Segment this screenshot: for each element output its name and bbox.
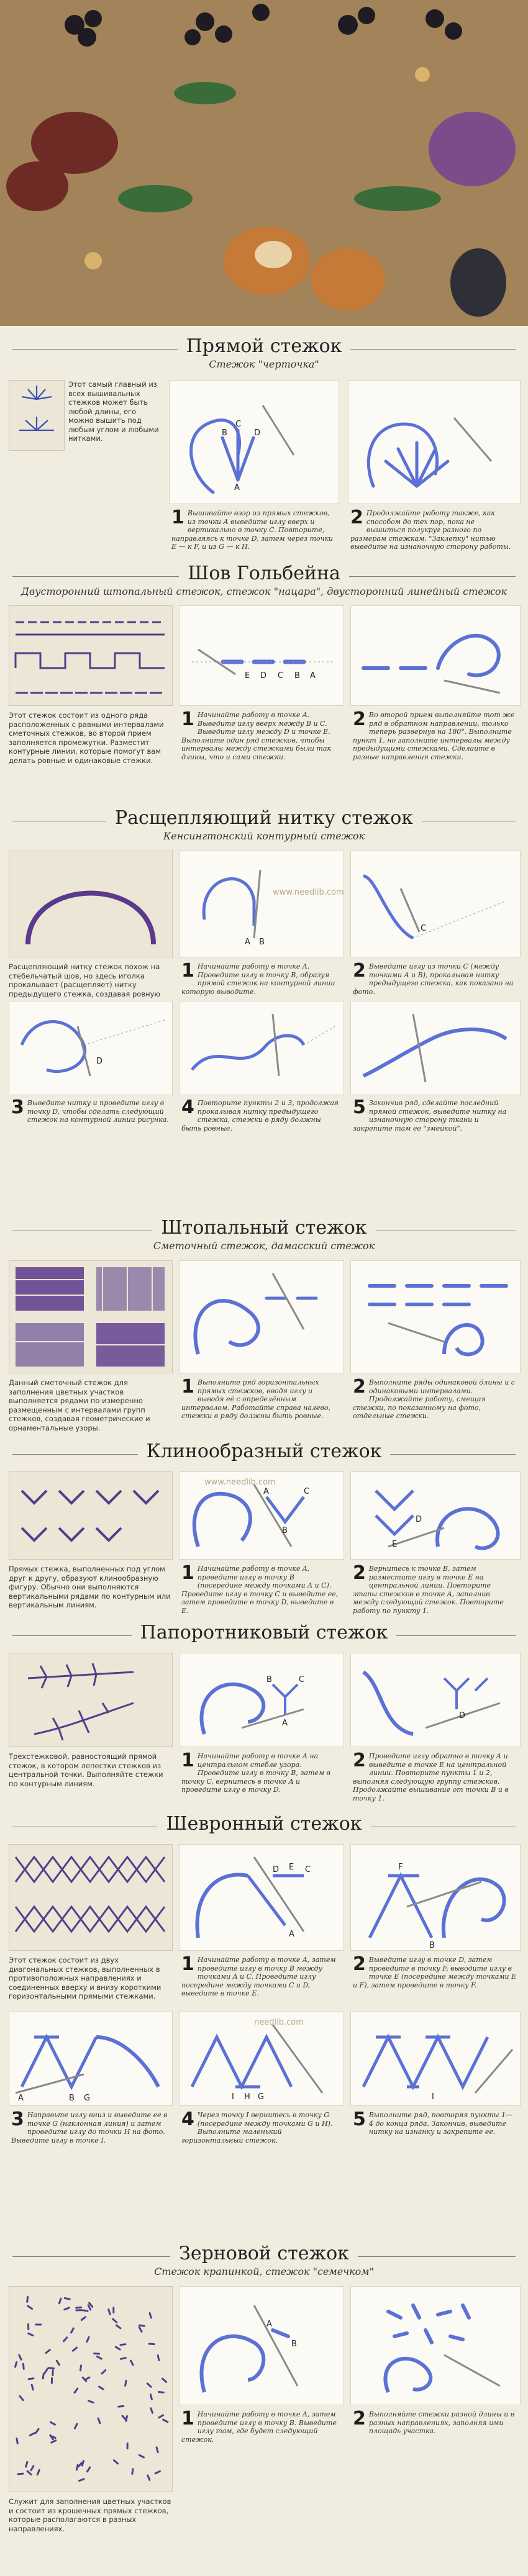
chevron-step4-icon [180, 2012, 344, 2105]
seed-stitch-step1-icon [180, 2287, 344, 2405]
point-label: E [289, 1863, 294, 1872]
split-stitch-step2-icon [351, 851, 520, 957]
seed-stitch-mark [132, 2469, 133, 2474]
point-label: C [421, 924, 427, 933]
step-number: 2 [353, 1376, 366, 1398]
fern-step1-icon [180, 1653, 344, 1747]
step-number: 2 [353, 2408, 366, 2429]
point-label: B [222, 428, 227, 438]
section-title: Расщепляющий нитку стежок [106, 807, 422, 829]
step-number: 1 [181, 1562, 194, 1584]
seed-stitch-mark [119, 2406, 124, 2407]
seed-stitch-mark [98, 2418, 100, 2423]
seed-stitch-mark [57, 2361, 59, 2365]
seed-stitch-mark [121, 2344, 125, 2345]
step-number: 2 [353, 960, 366, 982]
point-label: A [245, 938, 250, 947]
point-label: B [259, 938, 265, 947]
step-text-1: 1 Начинайте работу в точке A, затем проведите иглу в точку B между точками A и C. Проведите иглу посередине между точками C и D, выведите в точке E. [181, 1953, 336, 1997]
step-number: 3 [11, 1096, 24, 1118]
split-stitch-step3-icon [9, 1001, 172, 1095]
step-photo-2 [350, 1260, 521, 1373]
step-text-2: 2 Во второй прием выполняйте тот же ряд в обратном направлении, только теперь развернув на 180°. Выполните пункт 1, но заполните интервалы между предыдущими стежками. Сделайте в разные направления стежки. [353, 708, 515, 761]
point-label: B [429, 1941, 435, 1950]
point-label: G [84, 2094, 91, 2103]
seed-stitch-mark [19, 2355, 21, 2359]
step-number: 5 [353, 1096, 366, 1118]
chevron-step2-icon [351, 1845, 520, 1950]
step-text-4: 4 Повторите пункты 2 и 3, продолжая прокалывая нитку предыдущего стежка, стежки в ряду должны быть ровные. [181, 1096, 339, 1132]
split-stitch-step4-icon [180, 1001, 344, 1095]
section-title: Папоротниковый стежок [132, 1622, 397, 1643]
point-label: D [416, 1515, 422, 1524]
holbein-sample-icon [9, 606, 172, 705]
step-text-3: 3 Направьте иглу вниз и выведите ее в точке G (наклонная линия) и затем проведите иглу до точки H на фото. Выведите иглу в точке I. [11, 2108, 168, 2144]
fern-sample-icon [9, 1653, 172, 1747]
step-photo-2 [350, 1471, 521, 1560]
step-text-2: 2 Проведите иглу обратно в точку A и выведите в точке E на центральной линии. Повторите пункты 1 и 2, выполняя следующую группу стежков. Продолжайте вышивание от точки B и в точку 1. [353, 1750, 509, 1802]
seed-stitch-mark [52, 2441, 56, 2443]
seed-stitch-mark [20, 2396, 23, 2400]
point-label: D [459, 1711, 466, 1720]
seed-stitch-mark [16, 2362, 17, 2367]
seed-stitch-mark [80, 2366, 81, 2370]
section-description: Этот стежок состоит из двух диагональных стежков, выполненных в противоположных направлениях и соединенных вверху и внизу короткими горизонтальными прямыми стежками. [9, 1956, 162, 2000]
seed-stitch-mark [139, 2327, 142, 2331]
step-photo-2 [350, 605, 521, 706]
step-number: 2 [353, 1750, 366, 1771]
section-subtitle: Кенсингтонский контурный стежок [163, 830, 365, 842]
seed-stitch-mark [32, 2385, 33, 2390]
point-label: H [244, 2092, 250, 2102]
seed-stitch-sample-icon [9, 2287, 172, 2492]
step-text-2: 2 Вернитесь к точке B, затем разместите иглу в точке E на центральной линии. Повторите этапы стежков в точке A, заполнив между следующий стежок. Повторите работу по пункту 1. [353, 1562, 504, 1615]
point-label: A [263, 1487, 269, 1496]
seed-stitch-mark [151, 2408, 153, 2413]
step-photo-5 [350, 1001, 521, 1095]
point-label: A [310, 671, 316, 680]
seed-stitch-mark [81, 2317, 85, 2320]
step-number: 5 [353, 2108, 366, 2130]
step-text-2: 2 Выполняйте стежки разной длины и в разных направлениях, заполняя ими площадь участка. [353, 2408, 515, 2435]
seed-stitch-mark [159, 2415, 163, 2418]
point-label: F [398, 1863, 403, 1872]
stitch-sample-photo [9, 380, 65, 451]
step-text-4: 4 Через точку I вернитесь в точку G (посередине между точками G и H). Выполните маленький горизонтальный стежок. [181, 2108, 333, 2144]
step-number: 1 [181, 1750, 194, 1771]
seed-stitch-mark [139, 2455, 143, 2457]
point-label: C [235, 420, 242, 429]
point-label: D [96, 1057, 103, 1066]
point-label: A [234, 483, 240, 492]
step-text-1: 1 Начинайте работу в точке A, затем проведите иглу в точку B. Выведите иглу там, где будет следующий стежок. [181, 2408, 337, 2444]
seed-stitch-mark [49, 2368, 54, 2369]
stitch-sample-photo [9, 1471, 173, 1560]
holbein-step1-icon [180, 606, 344, 705]
chevron-step5-icon [351, 2012, 520, 2105]
seed-stitch-mark [46, 2350, 50, 2353]
stitch-sample-photo [9, 851, 173, 957]
darning-step2-icon [351, 1261, 520, 1373]
seed-stitch-mark [158, 2356, 159, 2361]
straight-stitch-step1-icon [170, 381, 339, 504]
step-text-3: 3 Выведите нитку и проведите иглу в точку D, чтобы сделать следующий стежок на контурной линии рисунка. [11, 1096, 169, 1124]
seed-stitch-mark [122, 2416, 125, 2420]
step-photo-1 [169, 380, 339, 504]
seed-stitch-mark [73, 2348, 76, 2351]
step-photo-1 [179, 1653, 344, 1747]
watermark: www.needlib.com [273, 888, 344, 897]
section-subtitle: Сметочный стежок, дамасский стежок [153, 1240, 375, 1252]
seed-stitch-mark [88, 2305, 91, 2310]
section-subtitle: Стежок крапинкой, стежок "семечком" [154, 2266, 374, 2277]
step-photo-1 [179, 1844, 344, 1951]
watermark: needlib.com [254, 2018, 304, 2027]
step-number: 4 [181, 2108, 194, 2130]
section-description: Этот стежок состоит из одного ряда расположенных с равными интервалами сметочных стежков, во второй прием заполняется промежутки. Разместит контурные линии, которые помогут вам делать ровные и одинаковые стежки. [9, 711, 164, 765]
seed-stitch-mark [97, 2356, 101, 2359]
seed-stitch-mark [83, 2377, 86, 2381]
seed-stitch-mark [65, 2308, 69, 2310]
seed-stitch-mark [87, 2467, 89, 2472]
step-text-1: 1 Начинайте работу в точке A. Выведите иглу вверх между B и C. Выведите иглу между D и точке E. Выполните один ряд стежков, чтобы интервалы между стежками были так длины, что и сами стежки. [181, 708, 331, 761]
step-text-1: 1 Выполните ряд горизонтальных прямых стежков, вводя иглу и выводя её с определённым интервалом. Работайте справа налево, стежки в ряду должны быть ровные. [181, 1376, 330, 1420]
step-number: 2 [353, 708, 366, 730]
point-label: E [392, 1540, 398, 1549]
step-text-5: 5 Выполните ряд, повторяя пункты 1—4 до конца ряда. Закончив, выведите нитку на изнанку и закрепите ее. [353, 2108, 513, 2136]
point-label: G [258, 2092, 265, 2102]
step-text-5: 5 Закончив ряд, сделайте последний прямой стежок, выведите нитку на изнаночную сторону ткани и закрепите там ее "змейкой". [353, 1096, 507, 1132]
step-photo-2 [350, 1653, 521, 1747]
stitch-sample-photo [9, 1844, 173, 1951]
stitch-sample-photo [9, 605, 173, 706]
step-number: 4 [181, 1096, 194, 1118]
section-description: Этот самый главный из всех вышивальных стежков может быть любой длины, его можно вышить под любым углом и любыми нитками. [68, 380, 159, 443]
step-number: 1 [181, 708, 194, 730]
seed-stitch-mark [157, 2447, 158, 2452]
point-label: E [245, 671, 250, 680]
section-description: Прямых стежка, выполненных под углом друг к другу, образуют клинообразную фигуру. Обычно они выполняются вертикальными рядами по контурным или вертикальным линиям. [9, 1565, 171, 1609]
seed-stitch-mark [63, 2338, 66, 2341]
seed-stitch-mark [163, 2420, 168, 2422]
seed-stitch-mark [89, 2401, 93, 2403]
seed-stitch-mark [116, 2325, 120, 2328]
wedge-sample-icon [9, 1472, 172, 1559]
step-photo-4 [179, 2012, 344, 2106]
darning-sample-icon [9, 1261, 172, 1373]
section-description: Трехстежковой, равностоящий прямой стежок, в котором лепестки стежков из центральной точки. Выполняйте стежки по контурным линиям. [9, 1752, 163, 1788]
chevron-step1-icon [180, 1845, 344, 1950]
step-photo-2 [350, 1844, 521, 1951]
seed-stitch-mark [45, 2369, 47, 2373]
step-text-1: 1 Начинайте работу в точке A. Проведите иглу в точку B, образуя прямой стежок на контурной линии которую выводите. [181, 960, 335, 996]
step-photo-1 [179, 1471, 344, 1560]
seed-stitch-mark [121, 2358, 126, 2359]
step-text-1: 1 Начинайте работу в точке A на центральном стебле узора. Проведите иглу в точку B, затем в точку C, вернитесь в точке A и проведите иглу в точку D. [181, 1750, 330, 1794]
split-stitch-step5-icon [351, 1001, 520, 1095]
straight-stitch-step2-icon [348, 381, 520, 504]
embroidered-flowers-photo-icon [0, 0, 528, 326]
step-number: 2 [350, 507, 363, 528]
step-photo-3 [9, 2012, 173, 2106]
darning-step1-icon [180, 1261, 344, 1373]
step-number: 3 [11, 2108, 24, 2130]
chevron-step3-icon [9, 2012, 172, 2105]
seed-stitch-mark [87, 2337, 89, 2341]
seed-stitch-mark [147, 2384, 151, 2387]
section-title: Шов Гольбейна [179, 563, 349, 584]
seed-stitch-mark [139, 2325, 144, 2326]
step-text-2: 2 Продолжайте работу также, как способом до тех пор, пока не вышиться полукруг разного по размерам стежкам. "Заклепку" нитью выведите на изнаночную сторону работы. [350, 507, 511, 551]
section-title: Прямой стежок [178, 335, 351, 357]
fern-step2-icon [351, 1653, 520, 1747]
wedge-step1-icon [180, 1472, 344, 1559]
step-number: 1 [171, 507, 184, 528]
seed-stitch-mark [113, 2319, 117, 2322]
point-label: C [299, 1675, 305, 1684]
seed-stitch-mark [59, 2298, 60, 2303]
point-label: D [254, 428, 261, 438]
seed-stitch-mark [150, 2395, 152, 2400]
step-text-1: 1 Начинайте работу в точке A, проведите иглу в точку B (посередине между точками A и C). Проведите иглу в точку C и выведите ее, затем проведите в точку D, выведите в E. [181, 1562, 339, 1615]
seed-stitch-mark [99, 2387, 103, 2389]
seed-stitch-mark [125, 2380, 126, 2385]
holbein-step2-icon [351, 606, 520, 705]
point-label: C [304, 1487, 310, 1496]
hero-photo [0, 0, 528, 326]
point-label: C [305, 1865, 311, 1874]
step-text-2: 2 Выведите иглу из точки C (между точками A и B), прокалывая нитку предыдущего стежка, как показано на фото. [353, 960, 514, 996]
seed-stitch-mark [76, 2465, 78, 2470]
point-label: I [432, 2092, 434, 2102]
split-stitch-step1-icon [180, 851, 344, 957]
step-text-1: 1 Вышивайте вээр из прямых стежков, из точки A выведите иглу вверх и вертикально в точку C. Повторите, направляясь к точке D, затем через точки E — к F, и из G — к H. [171, 507, 334, 551]
seed-stitch-mark [80, 2479, 84, 2481]
straight-stitch-sample-icon [9, 381, 64, 450]
step-photo-2 [350, 2286, 521, 2405]
step-photo-1 [179, 2286, 344, 2405]
section-description: Расщепляющий нитку стежок похож на стебельчатый шов, но здесь иголка прокалывает (расщепляет) нитку предыдущего стежка, создавая ровную [9, 962, 161, 998]
point-label: I [232, 2092, 234, 2102]
seed-stitch-mark [31, 2466, 34, 2470]
stitch-sample-photo [9, 1653, 173, 1747]
point-label: A [282, 1719, 288, 1728]
step-number: 2 [353, 1562, 366, 1584]
seed-stitch-mark [75, 2424, 77, 2428]
step-number: 1 [181, 2408, 194, 2429]
section-description: Данный сметочный стежок для заполнения цветных участков выполняется рядами по измеренно размещенным с интервалами групп стежков, создавая геометрические и орнаментальные узоры. [9, 1378, 150, 1432]
section-subtitle: Стежок "черточка" [209, 358, 319, 370]
section-title: Зерновой стежок [170, 2243, 358, 2264]
step-photo-1 [179, 851, 344, 957]
seed-stitch-mark [163, 2379, 166, 2382]
section-subtitle: Двусторонний штопальный стежок, стежок "нацаpa", двусторонний линейный стежок [20, 585, 508, 597]
step-photo-3 [9, 1001, 173, 1095]
seed-stitch-mark [148, 2475, 150, 2480]
section-description: Служит для заполнения цветных участков и состоит из крошечных прямых стежков, которые располагаются в разных направлениях. [9, 2497, 171, 2533]
seed-stitch-mark [35, 2429, 39, 2433]
point-label: D [260, 671, 267, 680]
point-label: A [266, 2320, 272, 2329]
point-label: B [294, 671, 300, 680]
seed-stitch-mark [75, 2388, 78, 2392]
step-text-2: 2 Выполните ряды одинаковой длины и с одинаковыми интервалами. Продолжайте работу, смещая стежки, по показанному на фото, отдельные стежки. [353, 1376, 515, 1420]
stitch-sample-photo [9, 2286, 173, 2492]
seed-stitch-mark [28, 2306, 32, 2308]
seed-stitch-mark [78, 2463, 81, 2467]
seed-stitch-mark [76, 2307, 81, 2308]
step-photo-5 [350, 2012, 521, 2106]
step-number: 2 [353, 1953, 366, 1975]
point-label: B [291, 2339, 297, 2349]
seed-stitch-mark [27, 2297, 28, 2302]
point-label: D [273, 1865, 280, 1874]
step-number: 1 [181, 1376, 194, 1398]
seed-stitch-mark [109, 2310, 110, 2315]
point-label: A [18, 2094, 24, 2103]
step-text-2: 2 Выведите иглу в точке D, затем проведите в точку F, выводите иглу в точке E (посередине между точками E и F), затем проведите в точку F. [353, 1953, 517, 1989]
seed-stitch-mark [150, 2313, 151, 2318]
step-number: 1 [181, 960, 194, 982]
seed-stitch-step2-icon [351, 2287, 520, 2405]
seed-stitch-mark [71, 2328, 74, 2333]
seed-stitch-mark [50, 2422, 55, 2425]
wedge-step2-icon [351, 1472, 520, 1559]
seed-stitch-mark [23, 2364, 24, 2369]
seed-stitch-mark [27, 2471, 31, 2474]
seed-stitch-mark [83, 2310, 88, 2311]
seed-stitch-mark [29, 2333, 33, 2335]
split-stitch-sample-icon [9, 851, 172, 957]
seed-stitch-mark [30, 2433, 34, 2436]
point-label: B [69, 2094, 75, 2103]
step-photo-2 [348, 380, 521, 504]
point-label: B [282, 1526, 288, 1535]
chevron-sample-icon [9, 1845, 172, 1950]
section-title: Клинообразный стежок [138, 1440, 391, 1462]
point-label: A [289, 1930, 294, 1939]
section-title: Шевронный стежок [157, 1813, 370, 1835]
seed-stitch-mark [26, 2462, 27, 2467]
step-photo-2 [350, 851, 521, 957]
watermark: www.needlib.com [204, 1478, 276, 1487]
seed-stitch-mark [37, 2470, 39, 2474]
step-photo-4 [179, 1001, 344, 1095]
point-label: C [278, 671, 284, 680]
step-number: 1 [181, 1953, 194, 1975]
step-photo-1 [179, 1260, 344, 1373]
seed-stitch-mark [65, 2298, 70, 2300]
step-photo-1 [179, 605, 344, 706]
point-label: B [266, 1675, 272, 1684]
seed-stitch-mark [155, 2471, 160, 2473]
seed-stitch-mark [116, 2347, 120, 2349]
section-title: Штопальный стежок [152, 1217, 375, 1239]
seed-stitch-mark [114, 2461, 117, 2464]
seed-stitch-mark [102, 2370, 106, 2374]
seed-stitch-mark [130, 2361, 133, 2365]
stitch-sample-photo [9, 1260, 173, 1373]
